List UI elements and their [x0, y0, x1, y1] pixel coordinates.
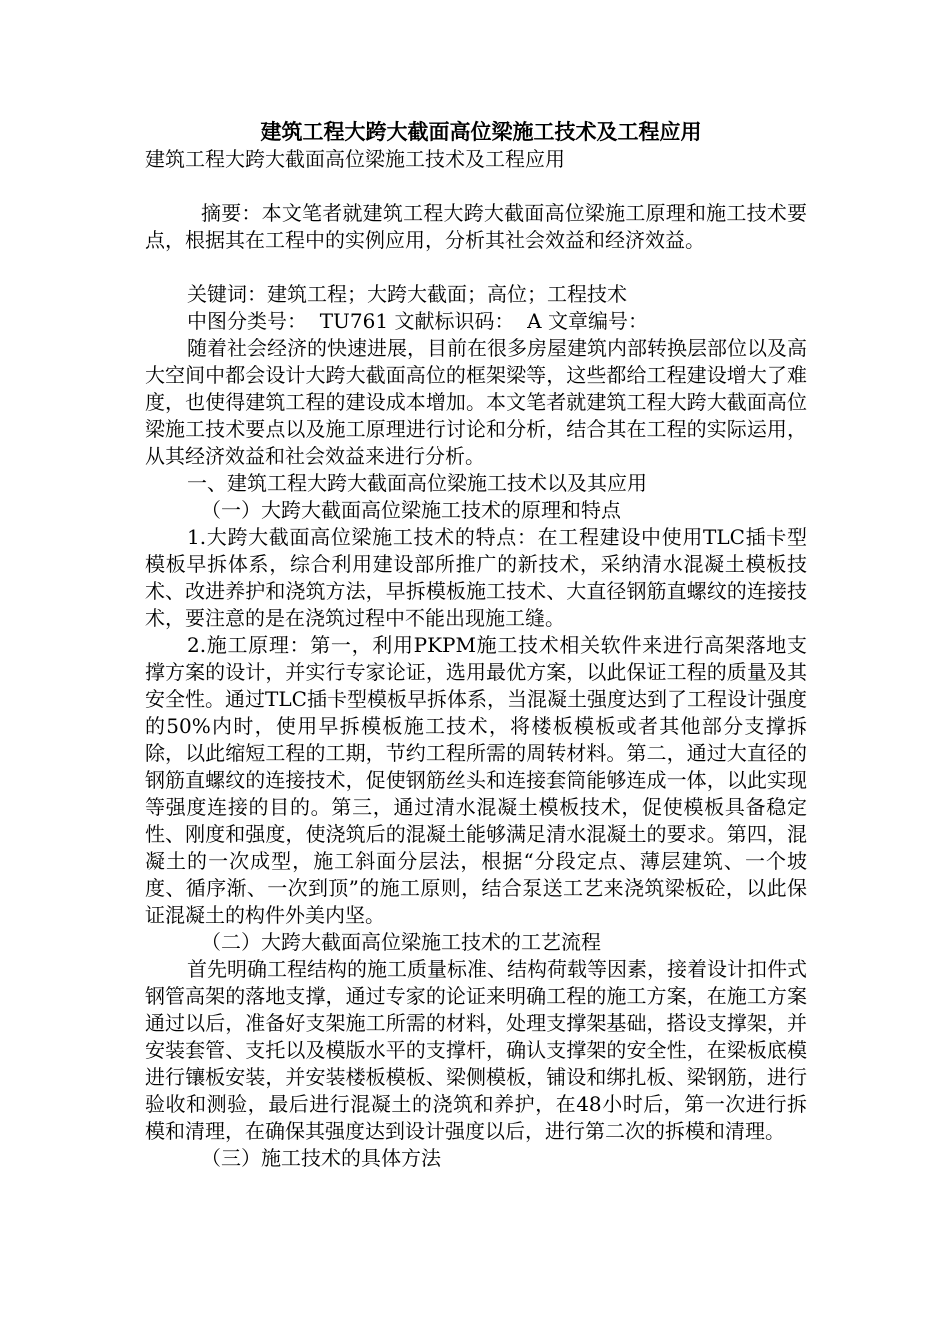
body-paragraph-1: 1.大跨大截面高位梁施工技术的特点：在工程建设中使用TLC插卡型模板早拆体系，综合利用建设部所推广的新技术，采纳清水混凝土模板技术、改进养护和浇筑方法，早拆模板施工技术、大直径钢筋直螺纹的连接技术，要注意的是在浇筑过程中不能出现施工缝。 — [145, 525, 807, 630]
document-title: 建筑工程大跨大截面高位梁施工技术及工程应用 — [260, 119, 702, 144]
classification-line: 中图分类号： TU761 文献标识码： A 文章编号： — [187, 309, 648, 333]
document-page — [145, 118, 807, 1172]
subsection-heading-1-1: （一）大跨大截面高位梁施工技术的原理和特点 — [201, 498, 621, 522]
subsection-heading-1-3: （三）施工技术的具体方法 — [201, 1146, 441, 1170]
body-paragraph-3: 首先明确工程结构的施工质量标准、结构荷载等因素，接着设计扣件式钢管高架的落地支撑，通过专家的论证来明确工程的施工方案，在施工方案通过以后，准备好支架施工所需的材料，处理支撑架基础，搭设支撑架，并安装套管、支托以及模版水平的支撑杆，确认支撑架的安全性，在梁板底模进行镶板安装，并安装楼板模板、梁侧模板，铺设和绑扎板、梁钢筋，进行验收和测验，最后进行混凝土的浇筑和养护，在48小时后，第一次进行拆模和清理，在确保其强度达到设计强度以后，进行第二次的拆模和清理。 — [145, 957, 807, 1143]
paragraph-spacer — [145, 254, 807, 281]
keywords-line: 关键词：建筑工程；大跨大截面；高位；工程技术 — [187, 282, 627, 306]
intro-paragraph: 随着社会经济的快速进展，目前在很多房屋建筑内部转换层部位以及高大空间中都会设计大跨大截面高位的框架梁等，这些都给工程建设增大了难度，也使得建筑工程的建设成本增加。本文笔者就建筑工程大跨大截面高位梁施工技术要点以及施工原理进行讨论和分析，结合其在工程的实际运用，从其经济效益和社会效益来进行分析。 — [145, 336, 807, 468]
abstract-paragraph: 摘要：本文笔者就建筑工程大跨大截面高位梁施工原理和施工技术要点，根据其在工程中的实例应用，分析其社会效益和经济效益。 — [145, 201, 807, 252]
document-subtitle: 建筑工程大跨大截面高位梁施工技术及工程应用 — [145, 147, 565, 171]
section-heading-1: 一、建筑工程大跨大截面高位梁施工技术以及其应用 — [187, 471, 647, 495]
body-paragraph-2: 2.施工原理：第一，利用PKPM施工技术相关软件来进行高架落地支撑方案的设计，并实行专家论证，选用最优方案，以此保证工程的质量及其安全性。通过TLC插卡型模板早拆体系，当混凝土强度达到了工程设计强度的50%内时，使用早拆模板施工技术，将楼板模板或者其他部分支撑拆除，以此缩短工程的工期，节约工程所需的周转材料。第二，通过大直径的钢筋直螺纹的连接技术，促使钢筋丝头和连接套筒能够连成一体，以此实现等强度连接的目的。第三，通过清水混凝土模板技术，促使模板具备稳定性、刚度和强度，使浇筑后的混凝土能够满足清水混凝土的要求。第四，混凝土的一次成型，施工斜面分层法，根据“分段定点、薄层建筑、一个坡度、循序渐、一次到顶”的施工原则，结合泵送工艺来浇筑梁板砼，以此保证混凝土的构件外美内坚。 — [145, 633, 807, 927]
subsection-heading-1-2: （二）大跨大截面高位梁施工技术的工艺流程 — [201, 930, 601, 954]
